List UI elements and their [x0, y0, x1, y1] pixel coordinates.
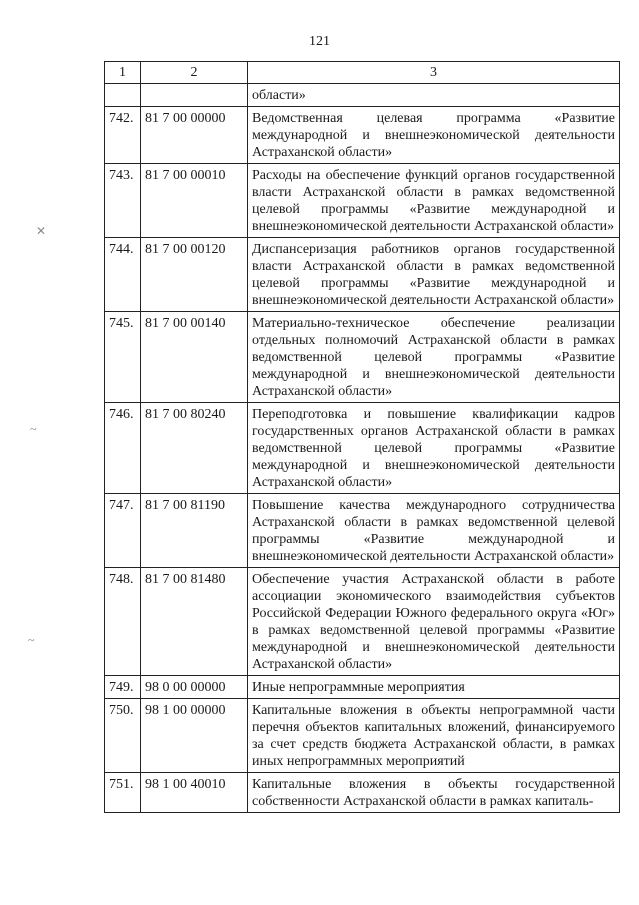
table-header-row	[105, 62, 620, 84]
column-header: 2	[141, 62, 248, 84]
row-code: 81 7 00 00000	[141, 107, 248, 164]
row-number: 744.	[105, 238, 141, 312]
row-code	[141, 84, 248, 107]
row-description: Переподготовка и повышение квалификации кадров государственных органов Астраханской области в рамках ведомственной целевой программы «Развитие международной и внешнеэкономической деятельности Астраханской области»	[248, 403, 620, 494]
row-code: 81 7 00 00010	[141, 164, 248, 238]
table-row	[105, 403, 620, 494]
row-number: 747.	[105, 494, 141, 568]
row-description: Обеспечение участия Астраханской области в работе ассоциации экономического взаимодействия субъектов Российской Федерации Южного федерального округа «Юг» в рамках ведомственной целевой программы «Развитие международной и внешнеэкономической деятельности Астраханской области»	[248, 568, 620, 676]
row-description: Диспансеризация работников органов государственной власти Астраханской области в рамках ведомственной целевой программы «Развитие международной и внешнеэкономической деятельности Астраханской области»	[248, 238, 620, 312]
row-code: 81 7 00 00140	[141, 312, 248, 403]
row-code: 98 1 00 40010	[141, 773, 248, 813]
row-number: 745.	[105, 312, 141, 403]
row-code: 81 7 00 00120	[141, 238, 248, 312]
table-row	[105, 699, 620, 773]
row-number: 751.	[105, 773, 141, 813]
row-description: Расходы на обеспечение функций органов государственной власти Астраханской области в рамках ведомственной целевой программы «Развитие международной и внешнеэкономической деятельности Астраханской области»	[248, 164, 620, 238]
row-description: Капитальные вложения в объекты непрограммной части перечня объектов капитальных вложений, финансируемого за счет средств бюджета Астраханской области, в рамках иных непрограммных мероприятий	[248, 699, 620, 773]
row-number	[105, 84, 141, 107]
table-row	[105, 773, 620, 813]
row-description: Материально-техническое обеспечение реализации отдельных полномочий Астраханской области в рамках ведомственной целевой программы «Развитие международной и внешнеэкономической деятельности Астраханской области»	[248, 312, 620, 403]
row-code: 98 1 00 00000	[141, 699, 248, 773]
scan-mark: ✕	[36, 224, 47, 238]
row-description: Ведомственная целевая программа «Развитие международной и внешнеэкономической деятельности Астраханской области»	[248, 107, 620, 164]
row-number: 748.	[105, 568, 141, 676]
row-code: 81 7 00 80240	[141, 403, 248, 494]
row-number: 750.	[105, 699, 141, 773]
scan-mark: ~	[30, 422, 37, 436]
table-row	[105, 312, 620, 403]
column-header: 1	[105, 62, 141, 84]
row-number: 749.	[105, 676, 141, 699]
table-row	[105, 164, 620, 238]
row-number: 743.	[105, 164, 141, 238]
scan-mark: ~	[28, 633, 35, 647]
table-row	[105, 238, 620, 312]
row-description: Капитальные вложения в объекты государственной собственности Астраханской области в рамках капиталь-	[248, 773, 620, 813]
row-description: Иные непрограммные мероприятия	[248, 676, 620, 699]
row-number: 742.	[105, 107, 141, 164]
table-row	[105, 676, 620, 699]
classification-table	[104, 61, 620, 813]
page-number: 121	[309, 34, 330, 49]
row-code: 98 0 00 00000	[141, 676, 248, 699]
row-description: области»	[248, 84, 620, 107]
row-code: 81 7 00 81190	[141, 494, 248, 568]
row-code: 81 7 00 81480	[141, 568, 248, 676]
row-number: 746.	[105, 403, 141, 494]
table-row	[105, 568, 620, 676]
table-row	[105, 494, 620, 568]
column-header: 3	[248, 62, 620, 84]
row-description: Повышение качества международного сотрудничества Астраханской области в рамках ведомственной целевой программы «Развитие международной и внешнеэкономической деятельности Астраханской области»	[248, 494, 620, 568]
table-row	[105, 84, 620, 107]
table-row	[105, 107, 620, 164]
